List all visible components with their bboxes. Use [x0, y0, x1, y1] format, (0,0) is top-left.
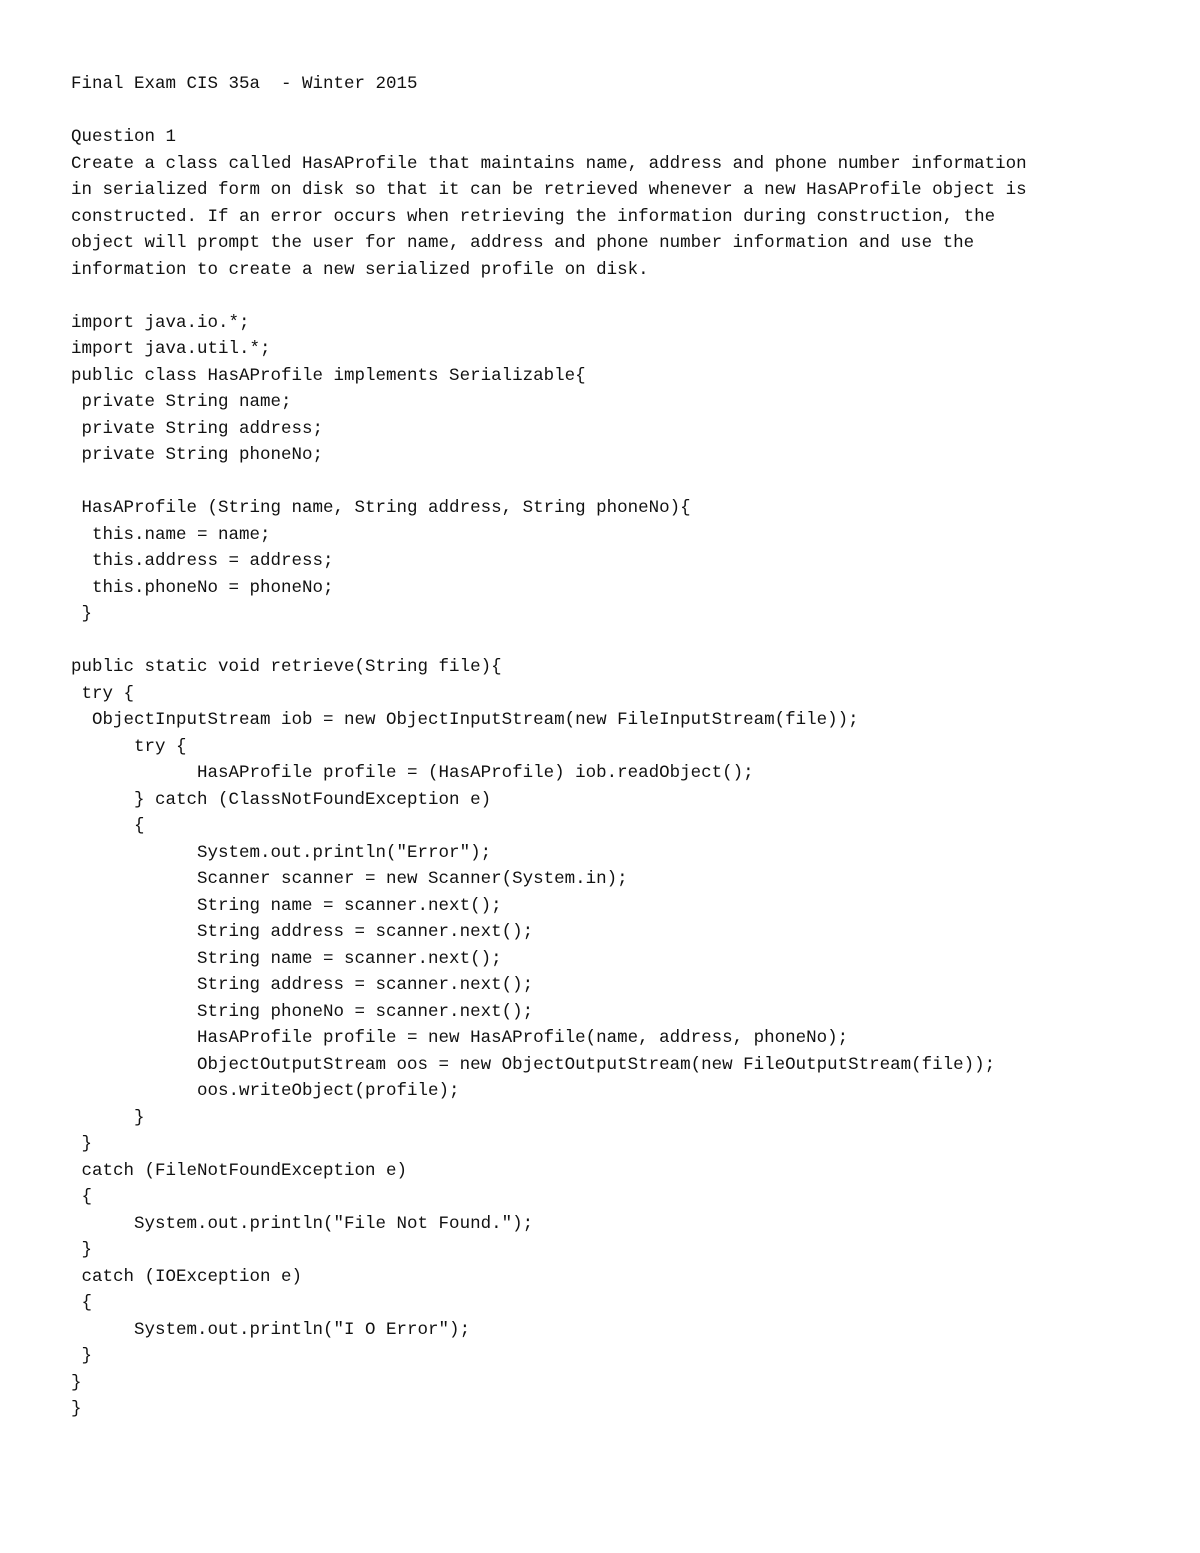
code-line: System.out.println("Error"); [71, 842, 492, 863]
code-line: public class HasAProfile implements Serializable{ [71, 365, 586, 386]
code-line: HasAProfile (String name, String address, String phoneNo){ [71, 498, 691, 518]
code-line: { [71, 816, 145, 836]
code-line: String address = scanner.next(); [71, 922, 534, 942]
code-line: { [71, 1187, 93, 1207]
code-line: Scanner scanner = new Scanner(System.in); [71, 869, 628, 889]
code-line: } [71, 604, 93, 624]
question-text-line: Create a class called HasAProfile that maintains name, address and phone number information [71, 153, 1027, 174]
code-line: this.phoneNo = phoneNo; [71, 577, 334, 598]
code-line: private String phoneNo; [71, 445, 324, 465]
code-line: } [71, 1134, 93, 1154]
code-line: HasAProfile profile = (HasAProfile) iob.readObject(); [71, 763, 754, 783]
question-text-line: object will prompt the user for name, address and phone number information and use the [71, 233, 975, 253]
code-line [71, 469, 1171, 496]
code-line: HasAProfile profile = new HasAProfile(name, address, phoneNo); [71, 1028, 849, 1048]
code-line: catch (IOException e) [71, 1266, 303, 1287]
code-line: } catch (ClassNotFoundException e) [71, 789, 492, 810]
blank-line [71, 98, 1171, 125]
code-line: System.out.println("I O Error"); [71, 1319, 471, 1340]
code-line: this.address = address; [71, 551, 334, 571]
code-line: } [71, 1346, 93, 1366]
code-line: { [71, 1293, 93, 1313]
question-text-line: information to create a new serialized profile on disk. [71, 259, 649, 280]
code-line: this.name = name; [71, 524, 271, 545]
code-line: String address = scanner.next(); [71, 975, 534, 995]
code-line: private String name; [71, 392, 292, 412]
code-line: System.out.println("File Not Found."); [71, 1213, 534, 1234]
question-text-line: constructed. If an error occurs when retrieving the information during construction, the [71, 206, 996, 227]
code-listing [71, 310, 1171, 1423]
code-line: String phoneNo = scanner.next(); [71, 1001, 534, 1022]
exam-page [71, 71, 1171, 1423]
code-line: } [71, 1107, 145, 1128]
code-line: public static void retrieve(String file){ [71, 657, 502, 677]
code-line: } [71, 1399, 82, 1419]
code-line: } [71, 1372, 82, 1393]
code-line: ObjectInputStream iob = new ObjectInputStream(new FileInputStream(file)); [71, 710, 859, 730]
blank-line [71, 283, 1171, 310]
code-line [71, 628, 1171, 655]
code-line: import java.util.*; [71, 339, 271, 359]
code-line: } [71, 1240, 93, 1260]
code-line: catch (FileNotFoundException e) [71, 1160, 408, 1181]
code-line: ObjectOutputStream oos = new ObjectOutputStream(new FileOutputStream(file)); [71, 1054, 996, 1075]
question-text-line: in serialized form on disk so that it can be retrieved whenever a new HasAProfile object is [71, 180, 1027, 200]
code-line: import java.io.*; [71, 312, 250, 333]
page-title: Final Exam CIS 35a - Winter 2015 [71, 74, 418, 94]
code-line: try { [71, 683, 135, 704]
question-text [71, 151, 1171, 284]
code-line: String name = scanner.next(); [71, 948, 502, 969]
code-line: oos.writeObject(profile); [71, 1081, 460, 1101]
code-line: try { [71, 736, 187, 757]
code-line: String name = scanner.next(); [71, 895, 502, 916]
question-heading: Question 1 [71, 127, 177, 147]
code-line: private String address; [71, 418, 324, 439]
